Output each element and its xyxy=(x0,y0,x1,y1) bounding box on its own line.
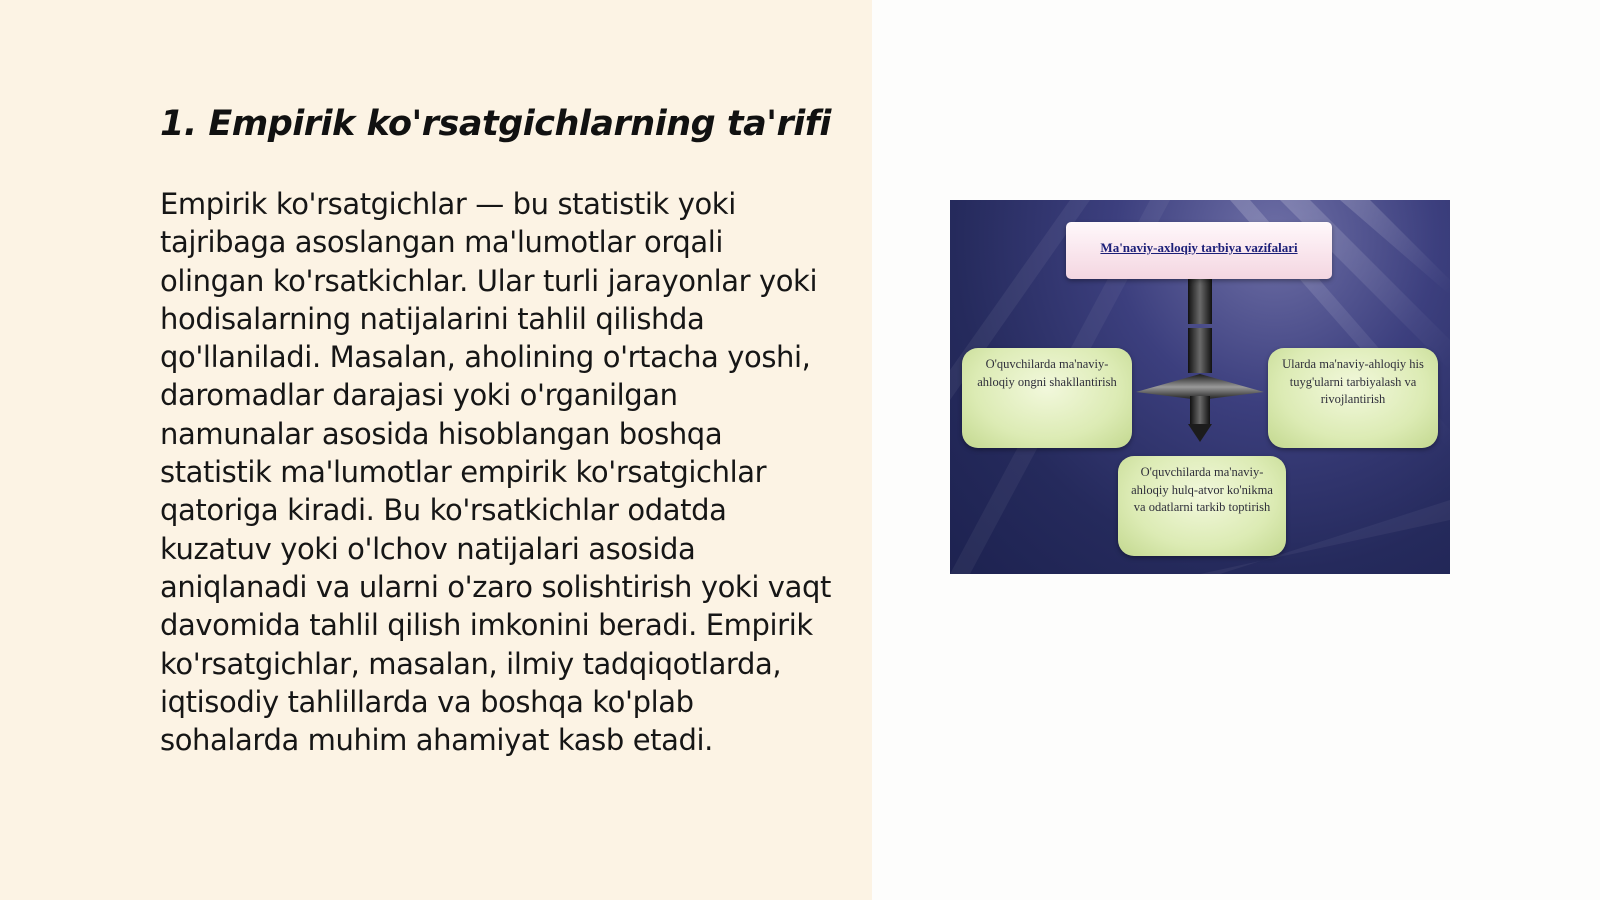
diagram-top-box: Ma'naviy-axloqiy tarbiya vazifalari xyxy=(1066,222,1332,279)
slide-title: 1. Empirik ko'rsatgichlarning ta'rifi xyxy=(160,104,831,144)
slide-body-text: Empirik ko'rsatgichlar — bu statistik yoki tajribaga asoslangan ma'lumotlar orqali olingan ko'rsatkichlar. Ular turli jarayonlar yoki hodisalarning natijalarini tahlil qilishda qo'llaniladi. Masalan, aholining o'rtacha yoshi, daromadlar darajasi yoki o'rganilgan namunalar asosida hisoblangan boshqa statistik ma'lumotlar empirik ko'rsatgichlar qatoriga kiradi. Bu ko'rsatkichlar odatda kuzatuv yoki o'lchov natijalari asosida aniqlanadi va ularni o'zaro solishtirish yoki vaqt davomida tahlil qilish imkonini beradi. Empirik ko'rsatgichlar, masalan, ilmiy tadqiqotlarda, iqtisodiy tahlillarda va boshqa ko'plab sohalarda muhim ahamiyat kasb etadi. xyxy=(160,187,831,758)
diagram-bottom-box: O'quvchilarda ma'naviy-ahloqiy hulq-atvor ko'nikma va odatlarni tarkib toptirish xyxy=(1118,456,1286,556)
diagram-image xyxy=(950,200,1450,574)
diagram-left-box: O'quvchilarda ma'naviy-ahloqiy ongni shakllantirish xyxy=(962,348,1132,448)
diagram-right-box: Ularda ma'naviy-ahloqiy his tuyg'ularni tarbiyalash va rivojlantirish xyxy=(1268,348,1438,448)
